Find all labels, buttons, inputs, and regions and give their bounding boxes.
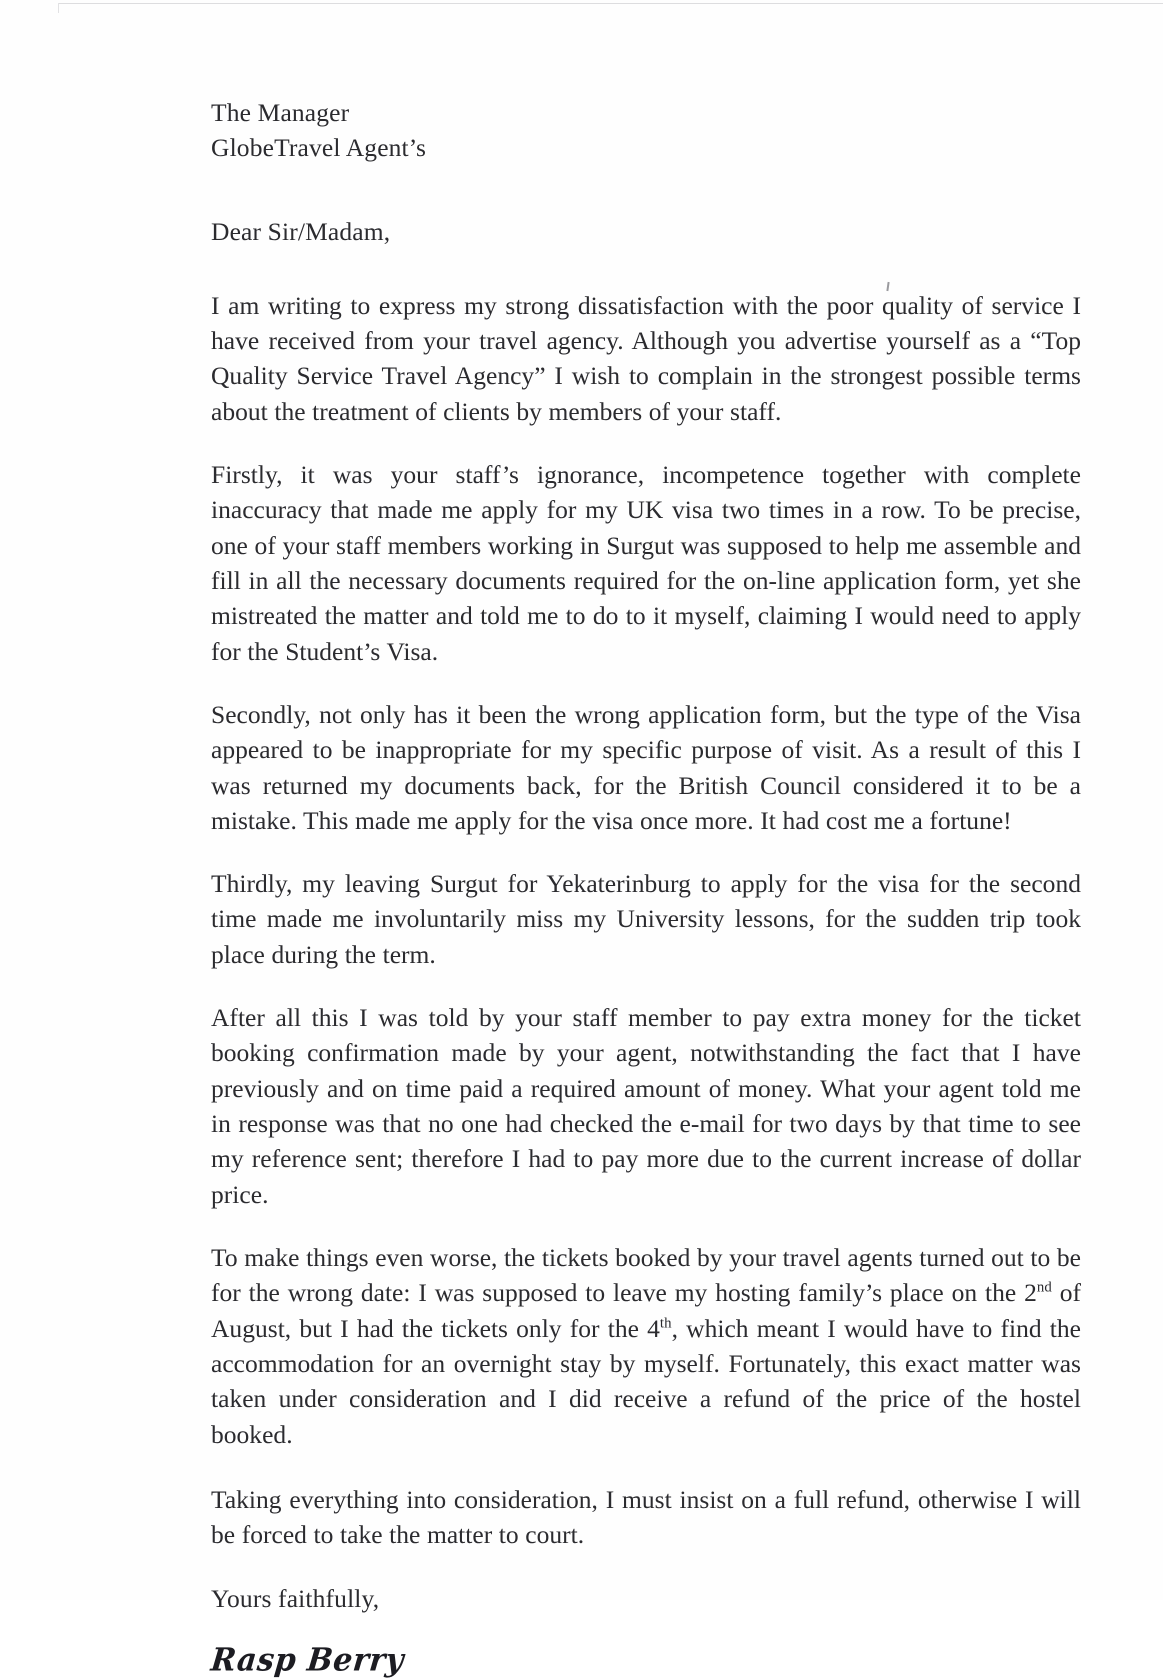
- paragraph-thirdly: Thirdly, my leaving Surgut for Yekaterinburg to apply for the visa for the second time made me involuntarily miss my University lessons, for the sudden trip took place during the term.: [211, 869, 1081, 969]
- scan-edge-top-line: [58, 3, 1163, 4]
- ordinal-suffix-nd: nd: [1036, 1279, 1052, 1296]
- handwritten-signature: Rasp Berry: [209, 1642, 406, 1679]
- closing-line: Yours faithfully,: [211, 1584, 380, 1614]
- salutation: Dear Sir/Madam,: [211, 217, 391, 247]
- scan-edge-left-mark: [58, 3, 59, 13]
- paragraph-secondly: Secondly, not only has it been the wrong application form, but the type of the Visa appeared to be inappropriate for my specific purpose of visit. As a result of this I was returned my documents back, for the British Council considered it to be a mistake. This made me apply for the visa once more. It had cost me a fortune!: [211, 699, 1081, 835]
- letter-body: [211, 96, 1081, 1678]
- paragraph-firstly: Firstly, it was your staff’s ignorance, incompetence together with complete inaccuracy that made me apply for my UK visa two times in a row. To be precise, one of your staff members working in Surgut was supposed to help me assemble and fill in all the necessary documents required for the on-line application form, yet she mistreated the matter and told me to do to it myself, claiming I would need to apply for the Student’s Visa.: [211, 460, 1081, 666]
- paragraph-to-make-things-worse: [211, 1240, 1081, 1452]
- paragraph-intro: I am writing to express my strong dissatisfaction with the poor quality of service I have received from your travel agency. Although you advertise yourself as a “Top Quality Service Travel Agency” I wish to complain in the strongest possible terms about the treatment of clients by members of your staff.: [211, 290, 1081, 426]
- ordinal-suffix-th: th: [659, 1315, 672, 1332]
- worse-text-part-2: of August, but I had the tickets only for the 4: [211, 1278, 1081, 1343]
- paragraph-after-all-this: After all this I was told by your staff member to pay extra money for the ticket booking confirmation made by your agent, notwithstanding the fact that I have previously and on time paid a required amount of money. What your agent told me in response was that no one had checked the e-mail for two days by that time to see my reference sent; therefore I had to pay more due to the current increase of dollar price.: [211, 1003, 1081, 1209]
- worse-text-part-1: To make things even worse, the tickets booked by your travel agents turned out to be for the wrong date: I was supposed to leave my hosting family’s place on the 2: [211, 1242, 1081, 1308]
- paragraph-taking-everything: Taking everything into consideration, I must insist on a full refund, otherwise I will be forced to take the matter to court.: [211, 1484, 1081, 1550]
- addressee-block: [211, 96, 1081, 165]
- addressee-line-2: GlobeTravel Agent’s: [211, 132, 427, 162]
- addressee-line-1: The Manager: [211, 98, 350, 127]
- worse-text-part-3: , which meant I would have to find the accommodation for an overnight stay by myself. Fortunately, this exact matter was taken under consideration and I did receive a refund of the price of the hostel booked.: [211, 1313, 1081, 1449]
